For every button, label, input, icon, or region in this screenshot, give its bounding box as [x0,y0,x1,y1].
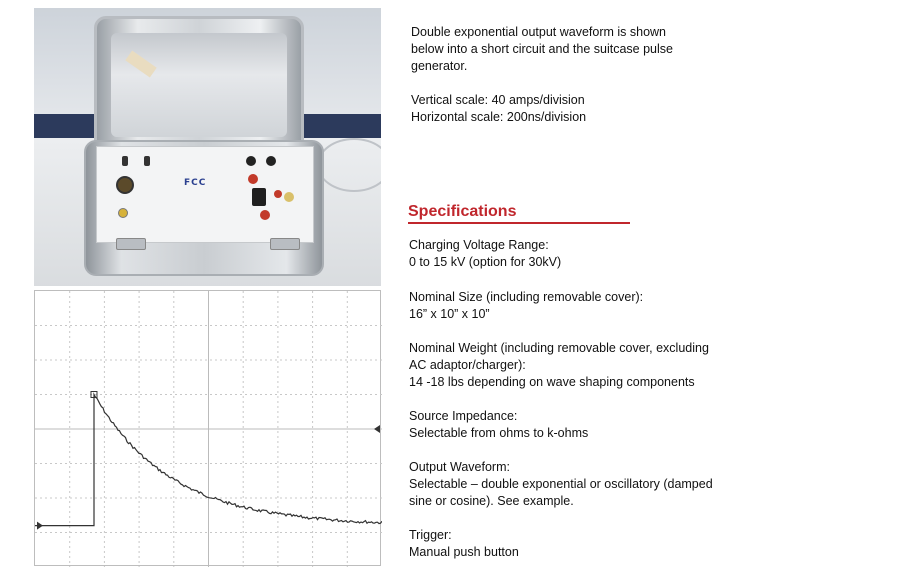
spec-value: sine or cosine). See example. [409,494,574,508]
intro-line: below into a short circuit and the suitcase pulse [411,42,673,56]
terminal-icon [266,156,276,166]
spec-value: Selectable from ohms to k-ohms [409,426,589,440]
fire-button-icon [260,210,270,220]
spec-label: Nominal Size (including removable cover): [409,290,644,304]
push-button-icon [274,190,282,198]
switch-icon [144,156,150,166]
connector-icon [116,176,134,194]
oscilloscope-waveform [34,290,381,566]
intro-line: Double exponential output waveform is shown [411,25,667,39]
spec-value: Manual push button [409,545,519,559]
spec-label: Trigger: [409,528,452,542]
spec-nominal-size [409,289,739,323]
trigger-level-marker-icon [374,425,380,433]
horizontal-scale: Horizontal scale: 200ns/division [411,110,587,124]
photo-cable [317,138,381,192]
terminal-icon [248,174,258,184]
ground-marker-icon [37,522,43,530]
spec-value: 0 to 15 kV (option for 30kV) [409,255,562,269]
spec-label: Output Waveform: [409,460,510,474]
spec-label: Charging Voltage Range: [409,238,549,252]
spec-nominal-weight [409,340,739,391]
spec-source-impedance [409,408,739,442]
spec-label: Source Impedance: [409,409,518,423]
terminal-icon [246,156,256,166]
spec-output-waveform [409,459,739,510]
brand-logo: FCC [184,178,207,188]
spec-trigger [409,527,739,561]
specifications-heading: Specifications [408,203,517,220]
spec-value: 16” x 10” x 10” [409,307,490,321]
scale-text [411,92,721,126]
suitcase-lid-interior [111,33,287,137]
latch-icon [116,238,146,250]
suitcase-lid [94,16,304,146]
spec-charging-voltage [409,237,739,271]
meter-icon [252,188,266,206]
indicator-light-icon [118,208,128,218]
specifications-underline [408,222,630,224]
spec-label: AC adaptor/charger): [409,358,526,372]
intro-line: generator. [411,59,468,73]
spec-label: Nominal Weight (including removable cover, excluding [409,341,709,355]
key-icon [284,192,294,202]
latch-icon [270,238,300,250]
pulse-generator-photo [34,8,381,286]
switch-icon [122,156,128,166]
spec-value: Selectable – double exponential or oscillatory (damped [409,477,713,491]
spec-value: 14 -18 lbs depending on wave shaping components [409,375,695,389]
waveform-plot [35,291,382,567]
intro-text [411,24,721,75]
vertical-scale: Vertical scale: 40 amps/division [411,93,585,107]
